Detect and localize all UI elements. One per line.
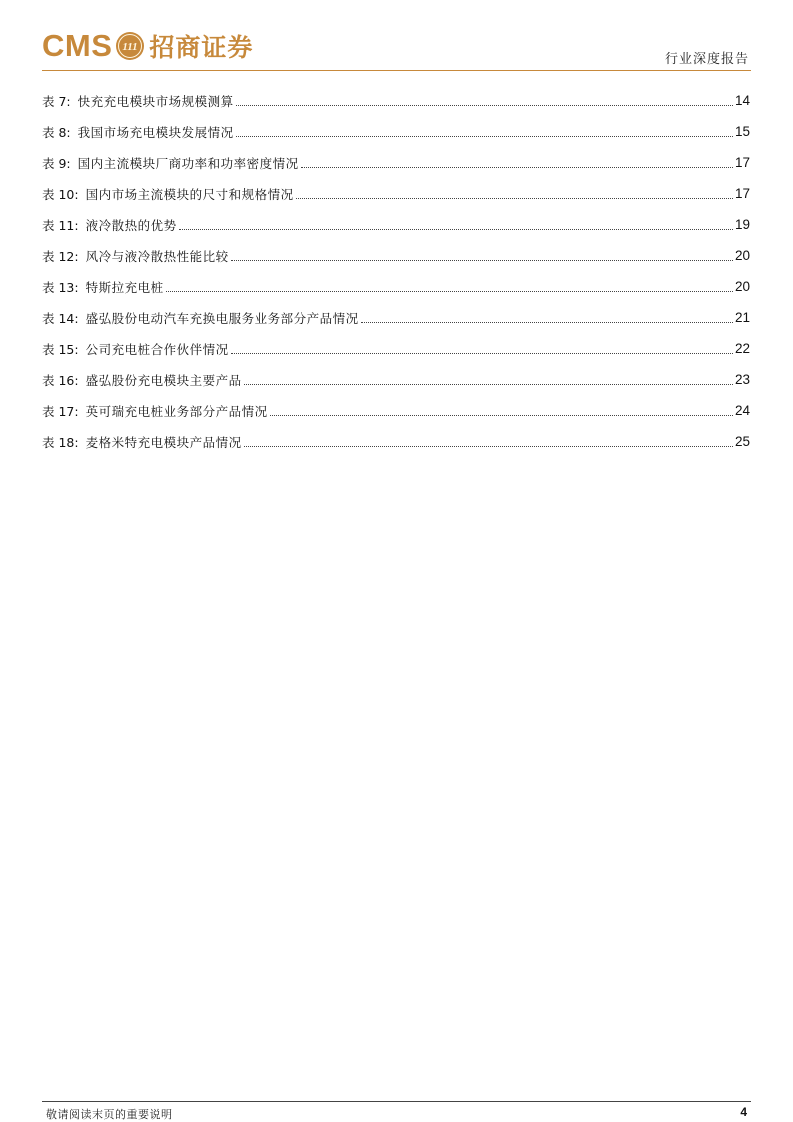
toc-entry-page: 17 (734, 186, 750, 201)
toc-dot-leader (236, 105, 733, 106)
toc-entry-title: 盛弘股份电动汽车充换电服务业务部分产品情况 (85, 310, 359, 326)
toc-entry-title: 我国市场充电模块发展情况 (77, 124, 234, 140)
toc-entry-page: 17 (734, 155, 750, 170)
logo-seal-text: 111 (122, 41, 139, 53)
page-header (42, 22, 751, 72)
toc-entry[interactable] (42, 240, 750, 271)
toc-entry-label: 表 12: (42, 248, 79, 264)
toc-dot-leader (244, 446, 733, 447)
toc-entry[interactable] (42, 178, 750, 209)
toc-dot-leader (166, 291, 733, 292)
header-divider (42, 70, 751, 71)
toc-entry-title: 国内主流模块厂商功率和功率密度情况 (77, 155, 299, 171)
table-of-contents (42, 85, 750, 457)
toc-entry[interactable] (42, 271, 750, 302)
logo-seal-icon (115, 31, 145, 61)
toc-entry-label: 表 7: (42, 93, 71, 109)
logo-chinese-text: 招商证券 (149, 33, 254, 62)
toc-entry-page: 14 (734, 93, 750, 108)
report-type: 行业深度报告 (664, 52, 749, 67)
toc-entry-label: 表 11: (42, 217, 79, 233)
company-logo (42, 26, 253, 66)
toc-entry-page: 15 (734, 124, 750, 139)
toc-entry-title: 液冷散热的优势 (85, 217, 177, 233)
toc-entry-page: 25 (734, 434, 750, 449)
toc-entry-page: 20 (734, 248, 750, 263)
toc-dot-leader (179, 229, 733, 230)
toc-dot-leader (236, 136, 733, 137)
toc-entry-page: 24 (734, 403, 750, 418)
toc-entry-title: 英可瑞充电桩业务部分产品情况 (85, 403, 268, 419)
toc-entry-page: 19 (734, 217, 750, 232)
toc-entry-title: 盛弘股份充电模块主要产品 (85, 372, 242, 388)
toc-dot-leader (361, 322, 733, 323)
logo-latin-text: CMS (42, 28, 113, 63)
toc-entry-label: 表 14: (42, 310, 79, 326)
toc-dot-leader (231, 260, 733, 261)
footer-disclaimer: 敬请阅读末页的重要说明 (46, 1108, 173, 1121)
toc-entry[interactable] (42, 116, 750, 147)
footer-divider (42, 1101, 751, 1102)
toc-entry[interactable] (42, 333, 750, 364)
toc-dot-leader (270, 415, 733, 416)
toc-entry-title: 麦格米特充电模块产品情况 (85, 434, 242, 450)
toc-entry-label: 表 8: (42, 124, 71, 140)
toc-entry-label: 表 16: (42, 372, 79, 388)
toc-dot-leader (231, 353, 733, 354)
toc-dot-leader (301, 167, 733, 168)
toc-entry-label: 表 10: (42, 186, 79, 202)
toc-entry-title: 特斯拉充电桩 (85, 279, 164, 295)
page-number: 4 (740, 1105, 747, 1119)
page-footer (42, 1096, 751, 1121)
toc-entry[interactable] (42, 426, 750, 457)
toc-entry-title: 国内市场主流模块的尺寸和规格情况 (85, 186, 294, 202)
toc-entry[interactable] (42, 395, 750, 426)
toc-entry-title: 快充充电模块市场规模测算 (77, 93, 234, 109)
toc-entry-label: 表 15: (42, 341, 79, 357)
toc-entry[interactable] (42, 302, 750, 333)
toc-entry[interactable] (42, 85, 750, 116)
toc-dot-leader (296, 198, 733, 199)
toc-dot-leader (244, 384, 733, 385)
toc-entry-label: 表 17: (42, 403, 79, 419)
toc-entry[interactable] (42, 209, 750, 240)
toc-entry-title: 风冷与液冷散热性能比较 (85, 248, 229, 264)
toc-entry-page: 20 (734, 279, 750, 294)
toc-entry[interactable] (42, 147, 750, 178)
toc-entry-page: 23 (734, 372, 750, 387)
toc-entry-label: 表 18: (42, 434, 79, 450)
toc-entry-label: 表 13: (42, 279, 79, 295)
toc-entry[interactable] (42, 364, 750, 395)
toc-entry-title: 公司充电桩合作伙伴情况 (85, 341, 229, 357)
toc-entry-page: 22 (734, 341, 750, 356)
toc-entry-page: 21 (734, 310, 750, 325)
toc-entry-label: 表 9: (42, 155, 71, 171)
